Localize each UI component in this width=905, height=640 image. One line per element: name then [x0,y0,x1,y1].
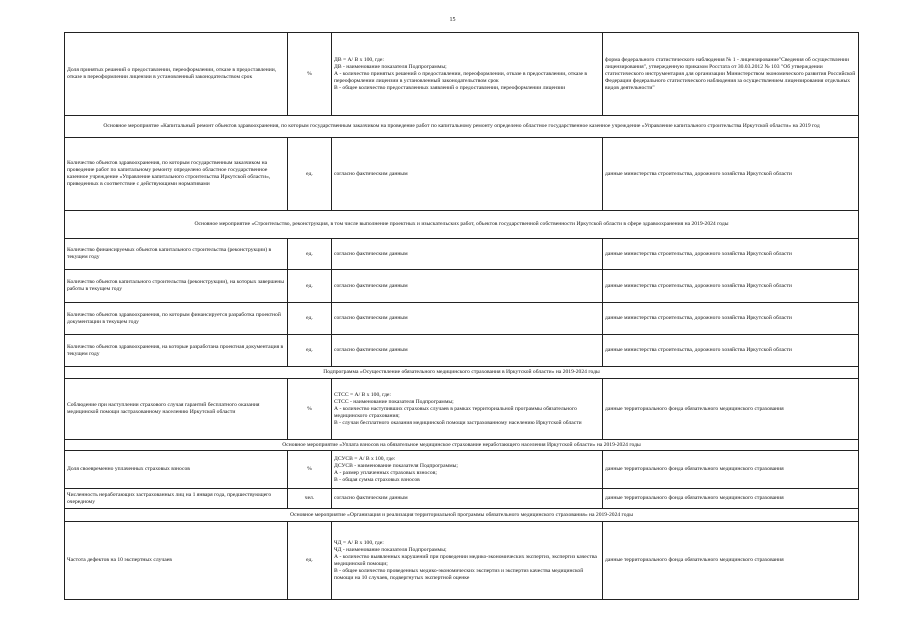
data-source: данные министерства строительства, дорожного хозяйства Иркутской области [603,270,859,303]
page-number: 15 [449,17,456,23]
calculation-method [332,489,603,509]
method-line: согласно фактическим данным [334,347,408,353]
unit-of-measure: ед. [288,335,332,367]
calculation-method [332,138,603,211]
method-line: В - общая сумма страховых взносов [334,476,420,483]
data-source: данные территориального фонда обязательного медицинского страхования [603,379,859,440]
method-line: ДСУСВ = А/ В х 100, где: [334,455,396,462]
method-line: СТСС - наименование показателя Подпрограммы; [334,398,454,405]
unit-of-measure: % [288,451,332,489]
indicator-name: Количество объектов капитального строительства (реконструкции), на которых завершены работы в текущем году [65,270,288,303]
unit-of-measure: ед. [288,303,332,335]
method-line: ЧД - наименование показателя Подпрограммы; [334,546,447,553]
method-line: согласно фактическим данным [334,495,408,501]
section-header-row [65,440,859,451]
section-header-row [65,367,859,379]
indicators-table-body [65,33,859,600]
method-line: А - количество принятых решений о предоставлении, переоформлении, отказе в предоставлении, отказе в переоформлении лицензии в установленный законодательством срок [334,70,588,84]
section-header-row [65,509,859,522]
method-line: согласно фактическим данным [334,250,408,257]
section-title: Основное мероприятие «Уплата взносов на обязательное медицинское страхование неработающего населения Иркутской области» на 2019-2024 годы [65,440,859,451]
indicator-row [65,303,859,335]
calculation-method [332,522,603,600]
indicator-name: Количество объектов здравоохранения, на которые разработана проектная документация в текущем году [65,335,288,367]
method-line: В - случаи бесплатного оказания медицинской помощи застрахованному населению Иркутской области [334,419,582,426]
method-line: согласно фактическим данным [334,315,408,321]
indicator-name: Количество объектов здравоохранения, по которым финансируется разработка проектной документации в текущем году [65,303,288,335]
indicator-row [65,522,859,600]
indicator-row [65,489,859,509]
indicator-name: Численность неработающих застрахованных лиц на 1 января года, предшествующего очередному [65,489,288,509]
section-header-row [65,211,859,239]
method-line: В - общее количество предоставленных заявлений о предоставлении, переоформлении лицензии [334,84,566,91]
indicator-row [65,335,859,367]
indicators-table [64,32,859,600]
data-source: данные территориального фонда обязательного медицинского страхования [603,451,859,489]
section-title: Основное мероприятие «Строительство, реконструкция, в том числе выполнение проектных и изыскательских работ, объектов государственной собственности Иркутской области в сфере здравоохранения на 2019-2024 годы [65,211,859,239]
calculation-method [332,451,603,489]
data-source: данные министерства строительства, дорожного хозяйства Иркутской области [603,335,859,367]
unit-of-measure: ед. [288,270,332,303]
calculation-method [332,33,603,116]
calculation-method [332,303,603,335]
method-line: ДСУСВ - наименование показателя Подпрограммы; [334,462,458,469]
data-source: данные территориального фонда обязательного медицинского страхования [603,522,859,600]
calculation-method [332,270,603,303]
data-source: данные министерства строительства, дорожного хозяйства Иркутской области [603,239,859,270]
calculation-method [332,379,603,440]
data-source: данные министерства строительства, дорожного хозяйства Иркутской области [603,303,859,335]
method-line: А - размер уплаченных страховых взносов; [334,469,437,476]
indicator-name: Частота дефектов на 10 экспертных случаев [65,522,288,600]
indicator-name: Доля принятых решений о предоставлении, переоформлении, отказе в предоставлении, отказе в переоформлении лицензии в установленный законодательством срок [65,33,288,116]
unit-of-measure: ед. [288,138,332,211]
method-line: ДВ - наименование показателя Подпрограммы; [334,63,447,70]
indicator-row [65,138,859,211]
indicator-row [65,379,859,440]
indicator-row [65,239,859,270]
indicator-row [65,33,859,116]
unit-of-measure: чел. [288,489,332,509]
method-line: согласно фактическим данным [334,282,408,289]
method-line: В - общее количество проведенных медико-экономических экспертиз и экспертиз качества медицинской помощи на 10 случаев, подвергнутых экспертной оценке [334,567,584,581]
indicator-name: Доля своевременно уплаченных страховых взносов [65,451,288,489]
unit-of-measure: ед. [288,239,332,270]
unit-of-measure: % [288,33,332,116]
method-line: согласно фактическим данным [334,170,408,177]
data-source: данные территориального фонда обязательного медицинского страхования [603,489,859,509]
indicator-name: Соблюдение при наступлении страхового случая гарантий бесплатного оказания медицинской помощи застрахованному населению Иркутской области [65,379,288,440]
method-line: А - количество выявленных нарушений при проведении медико-экономических экспертиз, экспертиз качества медицинской помощи; [334,553,597,567]
data-source: форма федерального статистического наблюдения № 1 - лицензирование"Сведения об осуществлении лицензирования", утвержденную приказом Росстата от 30.03.2012 № 103 "Об утверждении статистического инструментария для организации Министерством экономического развития Российской Федерации федерального статистического наблюдения за осуществлением лицензирования отдельных видов деятельности" [603,33,859,116]
calculation-method [332,335,603,367]
method-line: ЧД = А/ В х 100, где: [334,539,384,546]
section-header-row [65,116,859,138]
unit-of-measure: ед. [288,522,332,600]
method-line: ДВ = А/ В х 100, где: [334,56,384,63]
indicator-row [65,451,859,489]
indicator-name: Количество финансируемых объектов капитального строительства (реконструкции) в текущем году [65,239,288,270]
section-title: Основное мероприятие «Капитальный ремонт объектов здравоохранения, по которым государственным заказчиком на проведение работ по капитальному ремонту определено областное государственное казенное учреждение «Управление капитального строительства Иркутской области» на 2019 год [65,116,859,138]
method-line: СТСС = А/ В х 100, где: [334,391,391,398]
method-line: А - количество наступивших страховых случаев в рамках территориальной программы обязательного медицинского страхования; [334,405,577,419]
indicator-name: Количество объектов здравоохранения, по которым государственным заказчиком на проведение работ по капитальному ремонту определено областное государственное казенное учреждение «Управление капитального строительства Иркутской области», приведенных в соответствие с действующими нормативами [65,138,288,211]
calculation-method [332,239,603,270]
section-title: Подпрограмма «Осуществление обязательного медицинского страхования в Иркутской области» на 2019-2024 годы [65,367,859,379]
data-source: данные министерства строительства, дорожного хозяйства Иркутской области [603,138,859,211]
section-title: Основное мероприятие «Организация и реализация территориальной программы обязательного медицинского страхования» на 2019-2024 годы [65,509,859,522]
unit-of-measure: % [288,379,332,440]
indicator-row [65,270,859,303]
